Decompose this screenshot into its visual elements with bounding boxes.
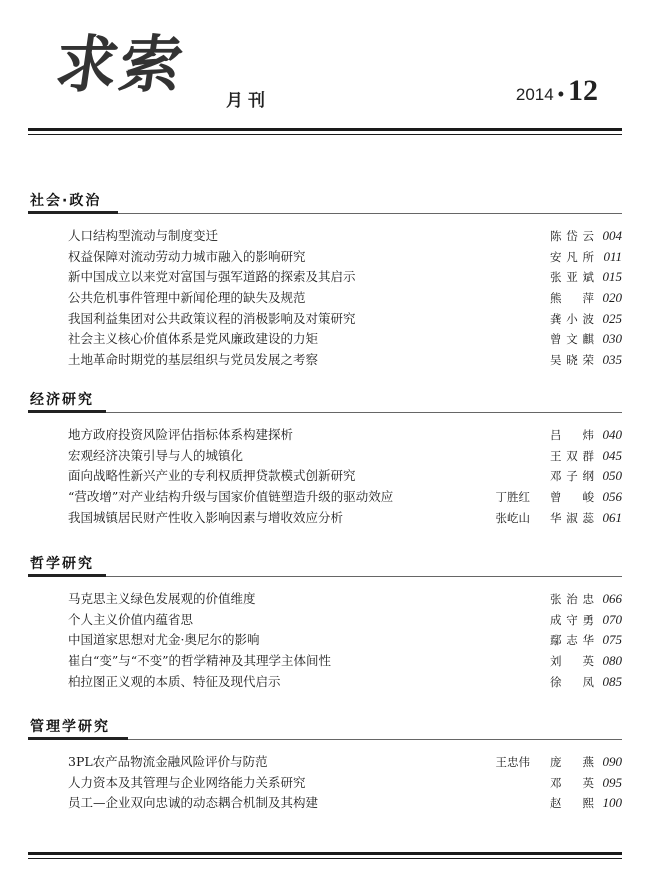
article-author: 成守勇 [550,612,594,627]
article-author: 龚小波 [550,311,594,326]
section-heading [28,192,622,212]
article-title: 公共危机事件管理中新闻伦理的缺失及规范 [68,290,306,306]
article-title: 地方政府投资风险评估指标体系构建探析 [68,427,294,442]
journal-logo: 求索 [50,28,190,101]
toc-section [28,391,622,528]
article-title: 个人主义价值内蕴省思 [68,611,194,627]
article-author: 赵熙 [550,796,594,811]
article-author: 王双群 [550,448,594,463]
article-page: 011 [603,248,622,264]
section-heading [28,718,622,738]
toc-entry[interactable] [28,793,622,814]
article-author: 安凡所 [550,249,594,264]
article-page: 015 [602,269,622,285]
article-page: 095 [602,774,622,790]
article-title: 新中国成立以来党对富国与强军道路的探索及其启示 [68,269,356,285]
section-rule-accent [28,574,106,577]
article-title: “营改增”对产业结构升级与国家价值链塑造升级的驱动效应 [68,489,394,505]
article-author: 邓英 [550,775,594,790]
section-rule-accent [28,737,128,740]
article-author: 曾峻 [550,490,594,505]
issue-number [516,74,598,108]
issue-separator: • [557,84,564,104]
toc-entry[interactable] [28,773,622,794]
article-page: 030 [602,331,622,347]
article-title: 人口结构型流动与制度变迁 [68,228,219,243]
article-page: 035 [602,352,622,368]
toc-entry[interactable] [28,487,622,508]
journal-frequency: 月刊 [226,91,270,111]
bottom-rule-thin [28,858,622,859]
entry-list [28,226,622,371]
article-page: 004 [602,228,622,243]
article-title: 柏拉图正义观的本质、特征及现代启示 [68,673,281,689]
issue-no: 12 [568,74,598,107]
article-author: 刘英 [550,654,594,669]
top-rule-thick [28,128,622,131]
article-author: 吕炜 [550,428,594,442]
section-title: 哲学研究 [30,556,94,572]
article-title: 崔白“变”与“不变”的哲学精神及其理学主体间性 [68,653,332,669]
article-author: 庞燕 [550,755,594,769]
toc-entry[interactable] [28,309,622,330]
article-page: 075 [602,632,622,648]
article-author: 徐凤 [550,674,594,689]
article-title: 我国城镇居民财产性收入影响因素与增收效应分析 [68,509,344,525]
article-coauthor: 王忠伟 [495,755,530,769]
toc-section [28,192,622,371]
article-page: 100 [602,795,622,811]
toc-entry[interactable] [28,752,622,773]
article-author: 张亚斌 [550,270,594,285]
section-title: 管理学研究 [30,719,110,735]
toc-entry[interactable] [28,610,622,631]
article-title: 面向战略性新兴产业的专利权质押贷款模式创新研究 [68,468,356,484]
toc-entry[interactable] [28,651,622,672]
article-author: 陈岱云 [550,229,594,243]
article-page: 045 [602,447,622,463]
article-title: 我国利益集团对公共政策议程的消极影响及对策研究 [68,310,356,326]
article-title: 中国道家思想对尤金·奥尼尔的影响 [68,632,260,648]
article-author: 鄢志华 [550,633,594,648]
section-heading [28,391,622,411]
toc-section [28,718,622,814]
section-heading [28,555,622,575]
article-page: 020 [602,290,622,306]
toc-entry[interactable] [28,589,622,610]
toc-entry[interactable] [28,350,622,371]
article-page: 061 [602,509,622,525]
article-author: 曾文麒 [550,332,594,347]
entry-list [28,589,622,692]
section-rule [28,576,622,577]
toc-entry[interactable] [28,630,622,651]
article-title: 3PL农产品物流金融风险评价与防范 [68,754,268,769]
article-page: 066 [602,591,622,606]
article-page: 085 [602,673,622,689]
article-page: 090 [602,754,622,769]
toc-entry[interactable] [28,425,622,446]
article-title: 员工—企业双向忠诚的动态耦合机制及其构建 [68,795,319,811]
article-author: 华淑蕊 [550,510,594,525]
article-page: 025 [602,310,622,326]
entry-list [28,425,622,528]
article-coauthor: 丁胜红 [495,490,530,505]
issue-year: 2014 [515,85,554,104]
article-page: 080 [602,653,622,669]
bottom-rule-thick [28,852,622,855]
article-title: 土地革命时期党的基层组织与党员发展之考察 [68,352,319,368]
section-rule-accent [28,410,106,413]
toc-entry[interactable] [28,508,622,529]
article-title: 宏观经济决策引导与人的城镇化 [68,447,244,463]
toc-entry[interactable] [28,329,622,350]
toc-section [28,555,622,692]
section-title: 社会·政治 [30,193,102,209]
toc-entry[interactable] [28,247,622,268]
article-author: 吴晓荣 [550,353,594,368]
section-title: 经济研究 [30,392,94,408]
masthead [0,0,650,140]
toc-entry[interactable] [28,446,622,467]
article-page: 050 [602,468,622,484]
article-title: 人力资本及其管理与企业网络能力关系研究 [68,774,306,790]
article-title: 权益保障对流动劳动力城市融入的影响研究 [68,248,306,264]
toc-entry[interactable] [28,226,622,247]
top-rule-thin [28,134,622,135]
article-title: 社会主义核心价值体系是党风廉政建设的力矩 [68,331,319,347]
toc-entry[interactable] [28,288,622,309]
article-page: 040 [602,427,622,442]
section-rule [28,412,622,413]
article-page: 056 [602,489,622,505]
entry-list [28,752,622,814]
section-rule-accent [28,211,118,214]
article-author: 张治忠 [550,592,594,606]
toc-entry[interactable] [28,267,622,288]
toc-entry[interactable] [28,672,622,693]
article-page: 070 [602,611,622,627]
article-coauthor: 张屹山 [495,510,530,525]
article-author: 熊萍 [550,291,594,306]
toc-entry[interactable] [28,466,622,487]
article-title: 马克思主义绿色发展观的价值维度 [68,591,256,606]
article-author: 邓子纲 [550,469,594,484]
